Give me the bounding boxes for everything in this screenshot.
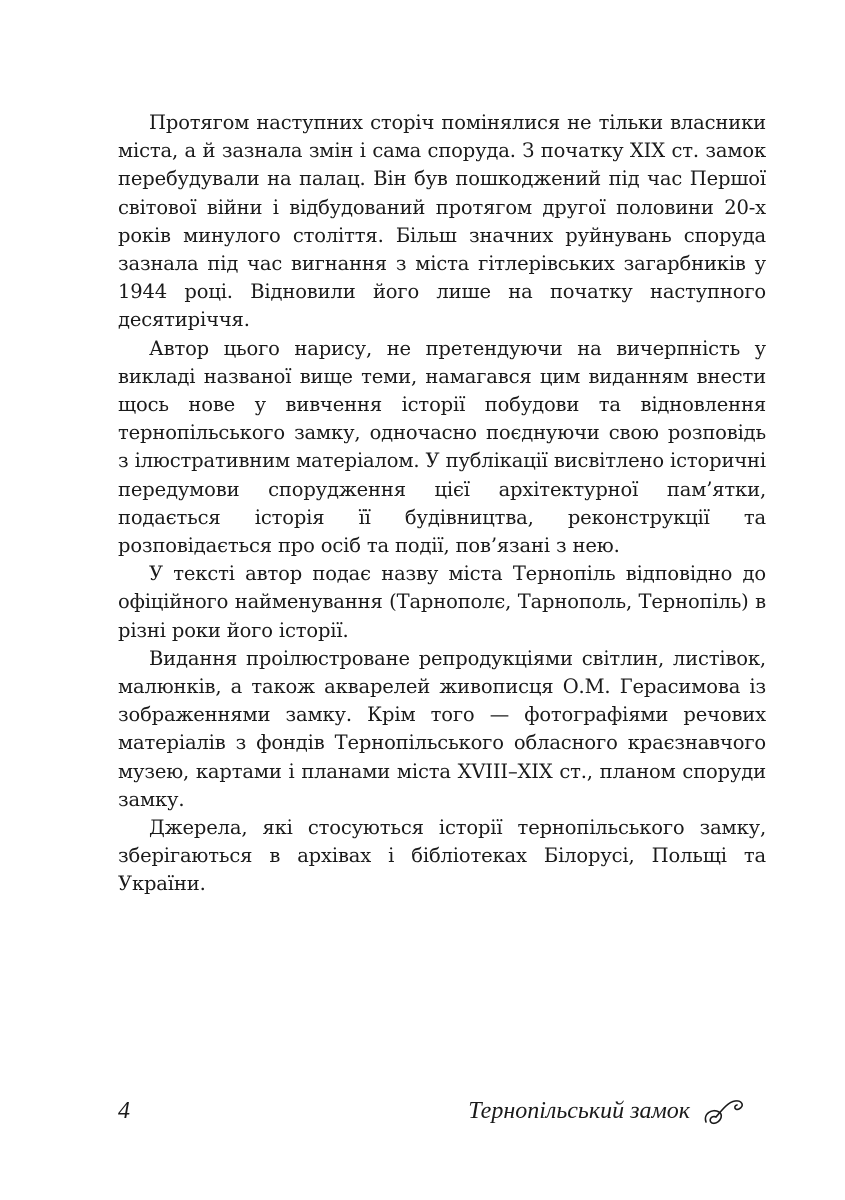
paragraph-5: Джерела, які стосуються історії тернопільського замку, зберігаються в архівах і бібліотеках Білорусі, Польщі та України. <box>118 816 766 896</box>
flourish-ornament-icon <box>702 1096 748 1130</box>
paragraph-1: Протягом наступних сторіч помінялися не тільки власники міста, а й зазнала змін і сама споруда. З початку ХІХ ст. замок перебудували на палац. Він був пошкоджений під час Першої світової війни і відбудований протягом другої половини 20-х років минулого століття. Більш значних руйнувань споруда зазнала під час вигнання з міста гітлерівських загарбників у 1944 році. Відновили його лише на початку наступного десятиріччя. <box>118 111 766 332</box>
paragraph-4: Видання проілюстроване репродукціями світлин, листівок, малюнків, а також акварелей живописця О.М. Герасимова із зображеннями замку. Крім того — фотографіями речових матеріалів з фондів Тернопільського обласного краєзнавчого музею, картами і планами міста XVIII–XIX ст., планом споруди замку. <box>118 646 766 811</box>
paragraph-2: Автор цього нарису, не претендуючи на вичерпність у викладі названої вище теми, намагався цим виданням внести щось нове у вивчення історії побудови та відновлення тернопільського замку, одночасно поєднуючи свою розповідь з ілюстративним матеріалом. У публікації висвітлено історичні передумови спорудження цієї архітектурної пам’ятки, подається історія її будівництва, реконструкції та розповідається про осіб та події, пов’язані з нею. <box>118 336 766 558</box>
page-footer <box>118 1096 748 1132</box>
page-number: 4 <box>118 1098 130 1124</box>
paragraph-3: У тексті автор подає назву міста Тернопіль відповідно до офіційного найменування (Тарнополє, Тарнополь, Тернопіль) в різні роки його історії. <box>118 562 766 642</box>
body-text <box>118 109 766 899</box>
running-title: Тернопільський замок <box>468 1098 690 1124</box>
